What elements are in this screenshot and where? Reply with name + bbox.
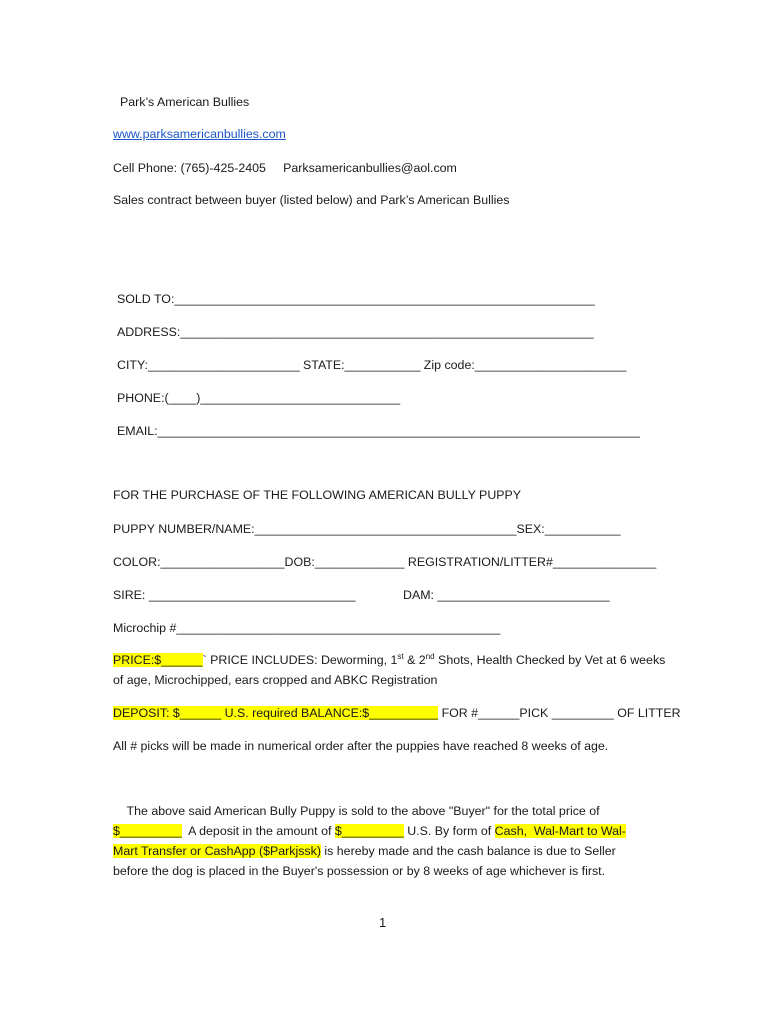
terms-line-4: before the dog is placed in the Buyer's possession or by 8 weeks of age whichever is first. xyxy=(113,864,606,878)
superscript-st: st xyxy=(397,652,404,661)
total-price-blank: $_________ xyxy=(113,824,182,838)
contact-phone-email: Cell Phone: (765)-425-2405 Parksamericanbullies@aol.com xyxy=(113,161,457,175)
price-line xyxy=(113,652,665,669)
price-field: PRICE:$______ xyxy=(113,653,203,667)
deposit-balance-field: DEPOSIT: $______ U.S. required BALANCE:$__________ xyxy=(113,706,439,720)
price-includes-line-2: of age, Microchipped, ears cropped and ABKC Registration xyxy=(113,673,438,687)
deposit-amount-blank: $_________ xyxy=(334,824,404,838)
balance-due-text: is hereby made and the cash balance is due to Seller xyxy=(320,844,616,858)
payment-methods-highlight: Cash, Wal-Mart to Wal- xyxy=(494,824,626,838)
city-state-zip-field: CITY:______________________ STATE:___________ Zip code:______________________ xyxy=(117,358,627,372)
email-field: EMAIL:______________________________________________________________________ xyxy=(117,424,641,438)
payment-methods-highlight-2: Mart Transfer or CashApp ($Parkjssk) xyxy=(113,844,321,858)
picks-note: All # picks will be made in numerical order after the puppies have reached 8 weeks of age. xyxy=(113,739,609,753)
price-includes-text-2: & 2 xyxy=(403,653,426,667)
terms-line-1: The above said American Bully Puppy is sold to the above "Buyer" for the total price of xyxy=(113,804,600,818)
dam-field: DAM: _________________________ xyxy=(403,588,610,602)
business-name: Park’s American Bullies xyxy=(120,95,250,109)
pick-of-litter-field: FOR #______PICK _________ OF LITTER xyxy=(438,706,681,720)
terms-line-3 xyxy=(113,843,616,860)
address-field: ADDRESS:____________________________________________________________ xyxy=(117,325,594,339)
phone-field: PHONE:(____)_____________________________ xyxy=(117,391,401,405)
terms-line-2 xyxy=(113,823,626,840)
microchip-field: Microchip #_______________________________________________ xyxy=(113,621,501,635)
color-dob-registration-field: COLOR:__________________DOB:_____________ REGISTRATION/LITTER#_______________ xyxy=(113,555,657,569)
payment-form-text: U.S. By form of xyxy=(403,824,495,838)
deposit-amount-text: A deposit in the amount of xyxy=(181,824,335,838)
page-number: 1 xyxy=(379,915,387,930)
price-includes-text-3: Shots, Health Checked by Vet at 6 weeks xyxy=(434,653,666,667)
sire-field: SIRE: ______________________________ xyxy=(113,588,356,602)
contract-intro: Sales contract between buyer (listed below) and Park’s American Bullies xyxy=(113,193,510,207)
superscript-nd: nd xyxy=(425,652,435,661)
puppy-section-heading: FOR THE PURCHASE OF THE FOLLOWING AMERICAN BULLY PUPPY xyxy=(113,488,522,502)
website-link[interactable]: www.parksamericanbullies.com xyxy=(113,127,286,141)
price-includes-text: ` PRICE INCLUDES: Deworming, 1 xyxy=(202,653,398,667)
puppy-number-name-field: PUPPY NUMBER/NAME:______________________________________SEX:___________ xyxy=(113,522,621,536)
deposit-line xyxy=(113,705,681,722)
sold-to-field: SOLD TO:_____________________________________________________________ xyxy=(117,292,595,306)
website-link-wrapper xyxy=(113,126,286,143)
